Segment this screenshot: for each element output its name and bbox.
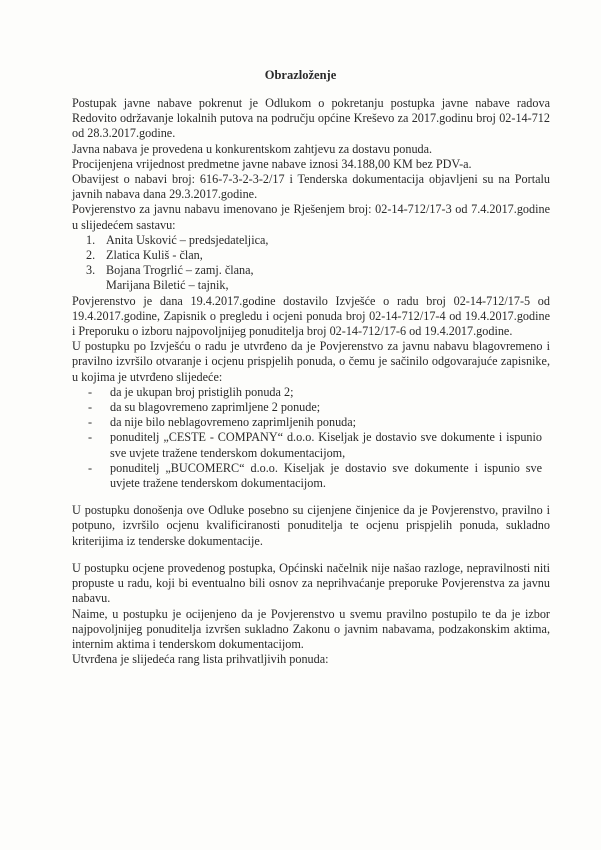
member-number	[86, 278, 106, 293]
finding-item	[88, 415, 550, 430]
finding-item	[88, 385, 550, 400]
intro-paragraph-4: Obavijest o nabavi broj: 616-7-3-2-3-2/17 i Tenderska dokumentacija objavljeni su na Portalu javnih nabava dana 29.3.2017.godine.	[72, 172, 550, 202]
finding-dash: -	[88, 400, 93, 415]
member-text: Marijana Biletić – tajnik,	[106, 278, 229, 293]
conclusion-paragraph: Naime, u postupku je ocijenjeno da je Povjerenstvo u svemu pravilno postupilo te da je izbor najpovoljnijeg ponuditelja izvršen sukladno Zakonu o javnim nabavama, podzakonskim aktima, internim aktima i tenderskom dokumentacijom.	[72, 606, 550, 651]
intro-paragraph-1: Postupak javne nabave pokrenut je Odlukom o pokretanju postupka javne nabave radova Redovito održavanje lokalnih putova na području općine Kreševo za 2017.godinu broj 02-14-712 od 28.3.2017.godine.	[72, 96, 550, 141]
considerations-paragraph: U postupku donošenja ove Odluke posebno su cijenjene činjenice da je Povjerenstvo, pravilno i potpuno, izvršilo ocjenu kvalificiranosti ponuditelja te ocjenu prispjelih ponuda, sukladno kriterijima iz tenderske dokumentacije.	[72, 503, 550, 548]
committee-member	[86, 278, 550, 293]
finding-text: da nije bilo neblagovremeno zaprimljenih ponuda;	[110, 415, 357, 430]
finding-dash: -	[88, 384, 93, 399]
committee-member	[86, 263, 550, 278]
intro-paragraph-3: Procijenjena vrijednost predmetne javne nabave iznosi 34.188,00 KM bez PDV-a.	[72, 156, 472, 171]
member-text: Bojana Trogrlić – zamj. člana,	[106, 263, 254, 278]
member-number: 1.	[86, 232, 96, 247]
document-body	[72, 96, 550, 667]
findings-list	[72, 385, 550, 491]
findings-intro: U postupku po Izvješću o radu je utvrđeno da je Povjerenstvo za javnu nabavu blagovremeno i pravilno izvršilo otvaranje i ocjenu prispjelih ponuda, o čemu je sačinilo odgovarajuće zapisnike, u kojima je utvrđeno slijedeće:	[72, 339, 550, 384]
finding-text: da je ukupan broj pristiglih ponuda 2;	[110, 384, 294, 399]
finding-dash: -	[88, 430, 93, 445]
member-number: 2.	[86, 248, 96, 263]
finding-item	[88, 461, 550, 491]
intro-paragraph-2: Javna nabava je provedena u konkurentskom zahtjevu za dostavu ponuda.	[72, 141, 433, 156]
intro-paragraph-5: Povjerenstvo za javnu nabavu imenovano je Rješenjem broj: 02-14-712/17-3 od 7.4.2017.godine u slijedećem sastavu:	[72, 202, 550, 232]
finding-text: ponuditelj „BUCOMERC“ d.o.o. Kiseljak je dostavio sve dokumente i ispunio sve uvjete tražene tenderskom dokumentacijom.	[110, 460, 542, 491]
member-text: Anita Usković – predsjedateljica,	[106, 232, 269, 247]
finding-text: ponuditelj „CESTE - COMPANY“ d.o.o. Kiseljak je dostavio sve dokumente i ispunio sve uvjete tražene tenderskom dokumentacijom,	[110, 430, 542, 460]
finding-dash: -	[88, 415, 93, 430]
report-paragraph: Povjerenstvo je dana 19.4.2017.godine dostavilo Izvješće o radu broj 02-14-712/17-5 od 19.4.2017.godine, Zapisnik o pregledu i ocjeni ponuda broj 02-14-712/17-4 od 19.4.2017.godine i Preporuku o izboru najpovoljnijeg ponuditelja broj 02-14-712/17-6 od 19.4.2017.godine.	[72, 293, 550, 339]
committee-members-list	[72, 233, 550, 294]
committee-member	[86, 233, 550, 248]
member-number: 3.	[86, 263, 96, 278]
evaluation-paragraph: U postupku ocjene provedenog postupka, Općinski načelnik nije našao razloge, nepravilnosti niti propuste u radu, koji bi eventualno bili osnov za neprihvaćanje preporuke Povjerenstva za javnu nabavu.	[72, 560, 550, 606]
ranking-intro: Utvrđena je slijedeća rang lista prihvatljivih ponuda:	[72, 652, 329, 667]
committee-member	[86, 248, 550, 263]
finding-item	[88, 400, 550, 415]
finding-dash: -	[88, 460, 93, 475]
document-title: Obrazloženje	[264, 68, 337, 82]
finding-item	[88, 430, 550, 460]
finding-text: da su blagovremeno zaprimljene 2 ponude;	[110, 400, 321, 415]
member-text: Zlatica Kuliš - član,	[106, 248, 203, 263]
